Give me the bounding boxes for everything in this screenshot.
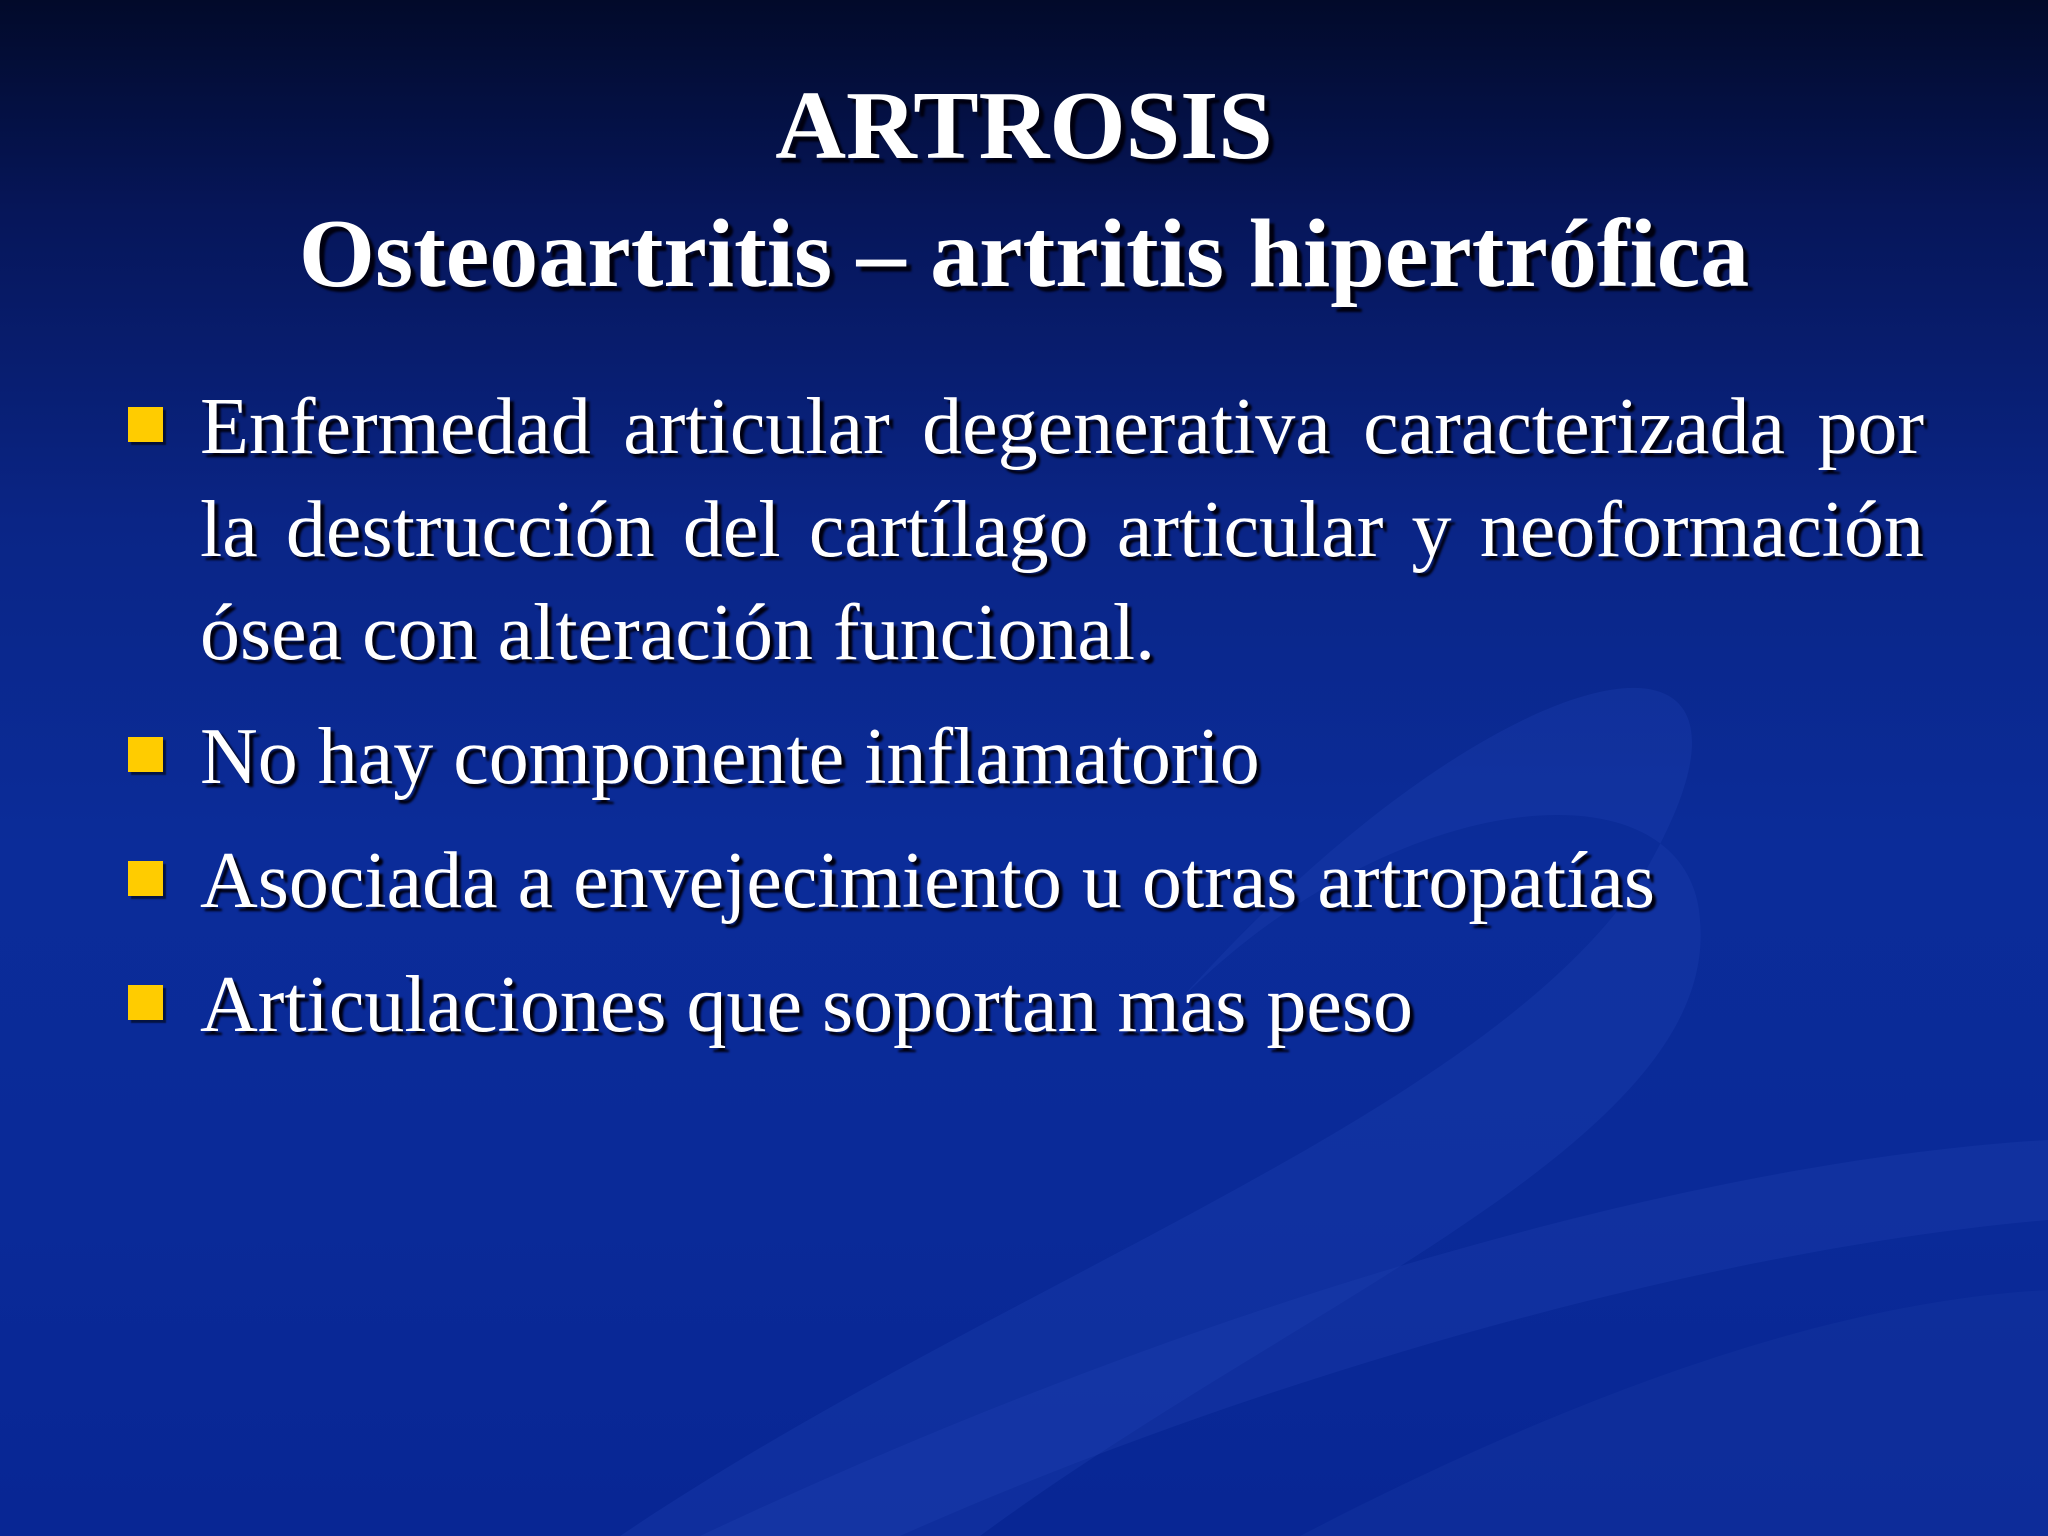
bullet-text: No hay componente inflamatorio xyxy=(200,713,1260,801)
bullet-text: Asociada a envejecimiento u otras artropatías xyxy=(200,837,1655,925)
square-bullet-icon xyxy=(128,737,163,772)
title-line-1: ARTROSIS xyxy=(775,72,1273,180)
bullet-item xyxy=(128,830,1924,933)
bullet-text: Articulaciones que soportan mas peso xyxy=(200,961,1414,1049)
slide-title xyxy=(0,62,2048,318)
bullet-list xyxy=(128,376,1924,1078)
title-line-2: Osteoartritis – artritis hipertrófica xyxy=(298,200,1750,308)
bullet-item xyxy=(128,376,1924,685)
square-bullet-icon xyxy=(128,861,163,896)
square-bullet-icon xyxy=(128,985,163,1020)
bullet-item xyxy=(128,954,1924,1057)
square-bullet-icon xyxy=(128,407,163,442)
bullet-text: Enfermedad articular degenerativa caracterizada por la destrucción del cartílago articular y neoformación ósea con alteración funcional. xyxy=(200,383,1924,677)
bullet-item xyxy=(128,706,1924,809)
